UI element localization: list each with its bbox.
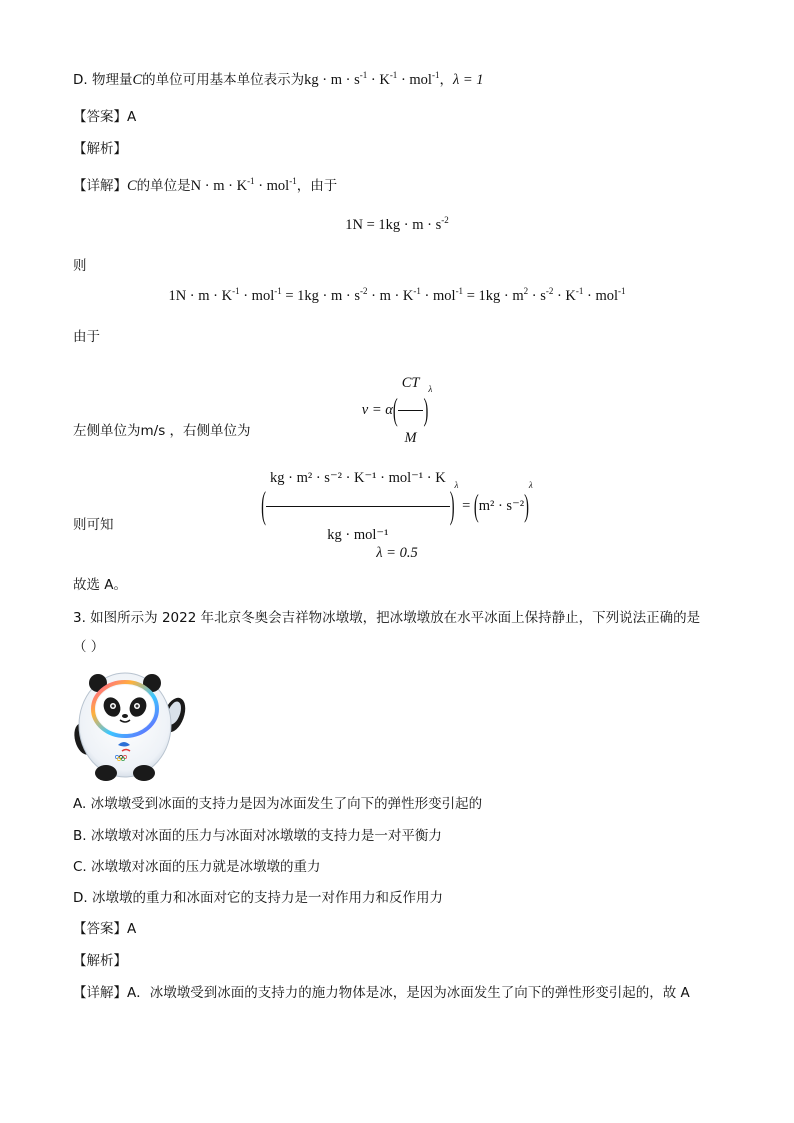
unit-text: 左侧单位为m/s ，右侧单位为 <box>73 423 251 439</box>
answer-label: 【答案】 <box>73 921 127 937</box>
question-3-option-b: B. 冰墩墩对冰面的压力与冰面对冰墩墩的支持力是一对平衡力 <box>73 828 442 844</box>
analysis-label-1: 【解析】 <box>73 141 127 157</box>
question-3-option-a: A. 冰墩墩受到冰面的支持力是因为冰面发生了向下的弹性形变引起的 <box>73 796 483 812</box>
equation-unit-check: ( $\frac{\text{kg · m² · s⁻² · K⁻¹ · mol⁻¹ · K}}{\text{kg · mol⁻¹}}$ )λ = (m² · s⁻²)λ <box>0 452 794 504</box>
question-3-paren: （ ） <box>73 639 105 655</box>
mascot-bing-dwen-dwen-image <box>70 665 190 783</box>
equation-unit-expansion: $1N \cdot m \cdot K^{-1} \cdot mol^{-1} = 1kg \cdot m \cdot s^{-2} \cdot m \cdot K^{-1} \cdot mol^{-1} = 1kg \cdot m^2 \cdot s^{-2} \cdot K^{-1} \cdot mol^{-1}$ <box>168 286 626 304</box>
question-3-stem: 3. 如图所示为 2022 年北京冬奥会吉祥物冰墩墩，把冰墩墩放在水平冰面上保持静止，下列说法正确的是 <box>73 610 701 626</box>
equation-velocity: v = α( $\frac{CT}{M}$ )λ <box>0 358 794 408</box>
answer-line-1 <box>73 107 136 127</box>
word-kezhi: 则可知 <box>73 517 114 533</box>
equation-newton-unit: $1N = 1kg \cdot m \cdot s^{-2}$ <box>345 215 449 233</box>
question-3-option-d: D. 冰墩墩的重力和冰面对它的支持力是一对作用力和反作用力 <box>73 890 443 906</box>
conclusion: 故选 A。 <box>73 577 128 593</box>
analysis-label-2: 【解析】 <box>73 953 127 969</box>
question-3-option-c: C. 冰墩墩对冰面的压力就是冰墩墩的重力 <box>73 859 321 875</box>
detail-line-2: 【详解】A．冰墩墩受到冰面的支持力的施力物体是冰，是因为冰面发生了向下的弹性形变引起的，故 A <box>73 985 690 1001</box>
answer-line-2 <box>73 919 136 939</box>
answer-value: A <box>127 921 137 937</box>
answer-label: 【答案】 <box>73 109 127 125</box>
equation-lambda-result: λ = 0.5 <box>376 545 418 561</box>
detail-line-1: 【详解】C的单位是$N \cdot m \cdot K^{-1} \cdot mol^{-1}$，由于 <box>73 176 338 194</box>
answer-value: A <box>127 109 137 125</box>
word-youyu: 由于 <box>73 329 100 345</box>
word-ze: 则 <box>73 258 87 274</box>
previous-option-d: D. 物理量C的单位可用基本单位表示为kg · $m \cdot s^{-1} \cdot K^{-1} \cdot mol^{-1}$，λ = 1 <box>73 70 484 88</box>
